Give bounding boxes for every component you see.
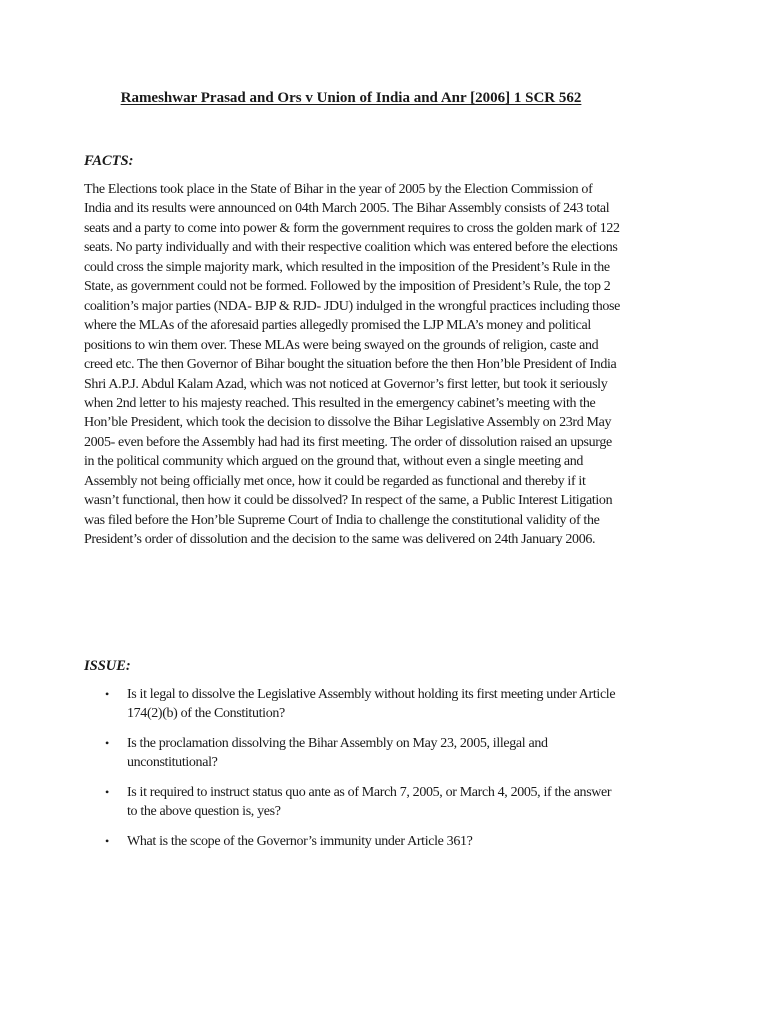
issue-item-1: [84, 685, 624, 724]
bullet-icon: •: [105, 687, 109, 701]
issue-item-4: [84, 832, 624, 851]
issue-item-text: What is the scope of the Governor’s immunity under Article 361?: [127, 833, 473, 849]
issues-list: [84, 685, 624, 861]
issue-heading: ISSUE:: [84, 658, 131, 674]
issue-item-text: Is it legal to dissolve the Legislative Assembly without holding its first meeting under Article 174(2)(b) of the Constitution?: [127, 687, 616, 722]
bullet-icon: •: [105, 833, 109, 848]
issue-item-3: [84, 783, 624, 822]
issue-item-text: Is the proclamation dissolving the Bihar Assembly on May 23, 2005, illegal and unconstitutional?: [127, 735, 548, 771]
issue-item-2: [84, 734, 624, 773]
issue-item-text: Is it required to instruct status quo ante as of March 7, 2005, or March 4, 2005, if the answer to the above question is, yes?: [127, 784, 612, 820]
bullet-icon: •: [105, 784, 109, 799]
facts-paragraph: The Elections took place in the State of Bihar in the year of 2005 by the Election Commission of India and its results were announced on 04th March 2005. The Bihar Assembly consists of 243 total seats and a party to come into power & form the government requires to cross the golden mark of 122 seats. No party individually and with their respective coalition which was entered before the elections could cross the simple majority mark, which resulted in the imposition of the President’s Rule in the State, as government could not be formed. Followed by the imposition of President’s Rule, the top 2 coalition’s major parties (NDA- BJP & RJD- JDU) indulged in the wrongful practices including those where the MLAs of the aforesaid parties allegedly promised the LJP MLA’s money and political positions to win them over. These MLAs were being swayed on the grounds of religion, caste and creed etc. The then Governor of Bihar bought the situation before the then Hon’ble President of India Shri A.P.J. Abdul Kalam Azad, which was not noticed at Governor’s first letter, but took it seriously when 2nd letter to his majesty reached. This resulted in the emergency cabinet’s meeting with the Hon’ble President, which took the decision to dissolve the Bihar Legislative Assembly on 23rd May 2005- even before the Assembly had had its first meeting. The order of dissolution raised an upsurge in the political community which argued on the ground that, without even a single meeting and Assembly not being officially met once, how it could be regarded as functional and thereby if it wasn’t functional, then how it could be dissolved? In respect of the same, a Public Interest Litigation was filed before the Hon’ble Supreme Court of India to challenge the constitutional validity of the President’s order of dissolution and the decision to the same was delivered on 24th January 2006.: [84, 182, 620, 548]
case-title: Rameshwar Prasad and Ors v Union of India and Anr [2006] 1 SCR 562: [120, 90, 582, 106]
bullet-icon: •: [105, 735, 109, 750]
facts-heading: FACTS:: [84, 153, 134, 169]
